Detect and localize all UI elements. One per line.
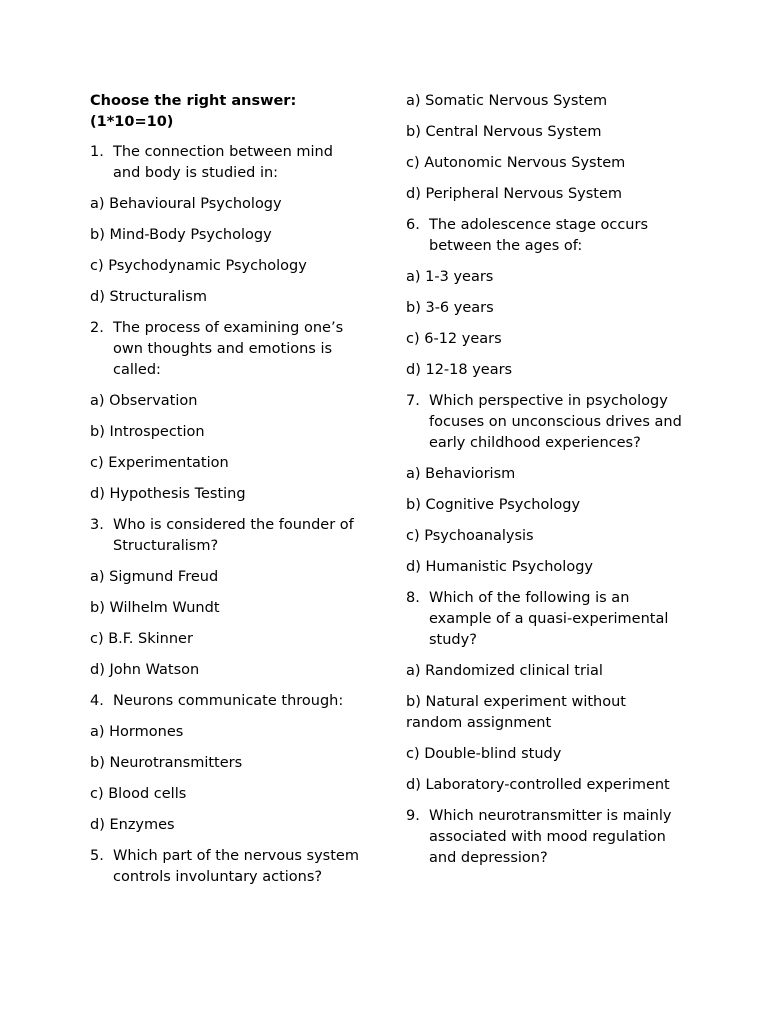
question-text: Which neurotransmitter is mainly associated with mood regulation and depression? <box>429 808 672 866</box>
question-number: 9. <box>406 808 420 824</box>
question-number: 4. <box>90 693 104 709</box>
option-3c: c) B.F. Skinner <box>90 631 193 647</box>
option-6d: d) 12-18 years <box>406 362 513 378</box>
question-number: 8. <box>406 590 420 606</box>
heading-line-1: Choose the right answer: <box>90 93 297 109</box>
option-8a: a) Randomized clinical trial <box>406 663 603 679</box>
question-number: 5. <box>90 848 104 864</box>
option-6c: c) 6-12 years <box>406 331 502 347</box>
question-number: 1. <box>90 144 104 160</box>
option-2a: a) Observation <box>90 393 198 409</box>
question-text: Neurons communicate through: <box>113 693 344 709</box>
question-number: 7. <box>406 393 420 409</box>
option-3d: d) John Watson <box>90 662 200 678</box>
option-4a: a) Hormones <box>90 724 184 740</box>
option-4c: c) Blood cells <box>90 786 187 802</box>
question-text: The process of examining one’s own thoughts and emotions is called: <box>113 320 344 378</box>
option-6b: b) 3-6 years <box>406 300 494 316</box>
option-1d: d) Structuralism <box>90 289 207 305</box>
option-4b: b) Neurotransmitters <box>90 755 243 771</box>
option-8b: b) Natural experiment without random assignment <box>406 694 626 731</box>
option-7b: b) Cognitive Psychology <box>406 497 581 513</box>
question-5 <box>90 846 362 888</box>
question-6 <box>406 215 686 257</box>
question-2 <box>90 318 362 381</box>
question-text: Which perspective in psychology focuses on unconscious drives and early childhood experiences? <box>429 393 682 451</box>
option-2b: b) Introspection <box>90 424 205 440</box>
option-7c: c) Psychoanalysis <box>406 528 534 544</box>
question-3 <box>90 515 362 557</box>
option-5c: c) Autonomic Nervous System <box>406 155 626 171</box>
option-4d: d) Enzymes <box>90 817 175 833</box>
question-9 <box>406 806 686 869</box>
option-5a: a) Somatic Nervous System <box>406 93 608 109</box>
option-1b: b) Mind-Body Psychology <box>90 227 272 243</box>
left-column <box>90 91 362 898</box>
option-1a: a) Behavioural Psychology <box>90 196 282 212</box>
question-8 <box>406 588 686 651</box>
option-2c: c) Experimentation <box>90 455 229 471</box>
option-3b: b) Wilhelm Wundt <box>90 600 220 616</box>
option-3a: a) Sigmund Freud <box>90 569 219 585</box>
question-number: 6. <box>406 217 420 233</box>
option-6a: a) 1-3 years <box>406 269 494 285</box>
question-1 <box>90 142 362 184</box>
question-4 <box>90 691 362 712</box>
question-7 <box>406 391 686 454</box>
option-8c: c) Double-blind study <box>406 746 562 762</box>
option-1c: c) Psychodynamic Psychology <box>90 258 307 274</box>
option-5d: d) Peripheral Nervous System <box>406 186 623 202</box>
instructions-heading <box>90 91 362 133</box>
question-text: The adolescence stage occurs between the ages of: <box>429 217 649 254</box>
option-7d: d) Humanistic Psychology <box>406 559 593 575</box>
question-text: The connection between mind and body is studied in: <box>113 144 333 181</box>
question-text: Who is considered the founder of Structuralism? <box>113 517 354 554</box>
option-8d: d) Laboratory-controlled experiment <box>406 777 670 793</box>
question-number: 3. <box>90 517 104 533</box>
right-column <box>406 91 686 879</box>
question-number: 2. <box>90 320 104 336</box>
question-text: Which of the following is an example of a quasi-experimental study? <box>429 590 669 648</box>
option-7a: a) Behaviorism <box>406 466 516 482</box>
heading-line-2: (1*10=10) <box>90 114 174 130</box>
option-2d: d) Hypothesis Testing <box>90 486 246 502</box>
option-5b: b) Central Nervous System <box>406 124 602 140</box>
question-text: Which part of the nervous system controls involuntary actions? <box>113 848 359 885</box>
